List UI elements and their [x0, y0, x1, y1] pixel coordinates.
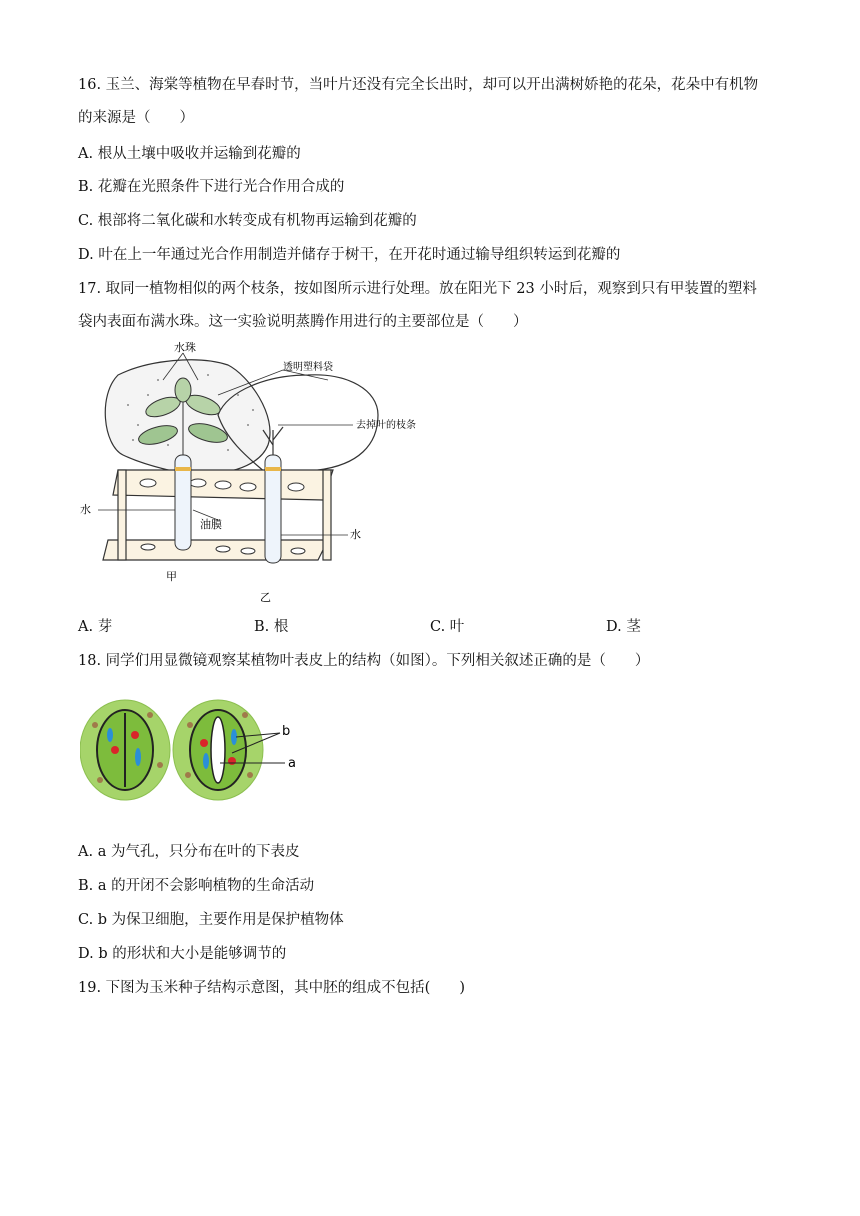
- q17-stem-line1: 17. 取同一植物相似的两个枝条，按如图所示进行处理。放在阳光下 23 小时后，观察到只有甲装置的塑料: [78, 281, 757, 297]
- label-a: a: [288, 756, 296, 771]
- q17-stem-line2: 袋内表面布满水珠。这一实验说明蒸腾作用进行的主要部位是（ ）: [78, 314, 528, 330]
- q18-option-a: A. a 为气孔，只分布在叶的下表皮: [78, 844, 300, 860]
- q17-option-c: C. 叶: [430, 619, 465, 635]
- q17-option-d: D. 茎: [606, 619, 641, 635]
- q18-stem: 18. 同学们用显微镜观察某植物叶表皮上的结构（如图）。下列相关叙述正确的是（ ）: [78, 653, 650, 669]
- q17-option-b: B. 根: [254, 619, 289, 635]
- q16-option-a: A. 根从土壤中吸收并运输到花瓣的: [78, 146, 301, 162]
- label-plastic-bag: 透明塑料袋: [283, 362, 333, 373]
- q16-stem-line1: 16. 玉兰、海棠等植物在早春时节，当叶片还没有完全长出时，却可以开出满树娇艳的花朵，花朵中有机物: [78, 77, 759, 93]
- q19-stem: 19. 下图为玉米种子结构示意图，其中胚的组成不包括( ): [78, 980, 465, 996]
- label-oil-film: 油膜: [200, 518, 222, 531]
- label-yi: 乙: [260, 591, 271, 604]
- q18-option-d: D. b 的形状和大小是能够调节的: [78, 946, 287, 962]
- stoma-open: [173, 700, 263, 800]
- transpiration-experiment-figure: [78, 335, 448, 605]
- label-water-right: 水: [350, 528, 361, 541]
- q16-stem-line2: 的来源是（ ）: [78, 110, 194, 126]
- stomata-figure: [80, 695, 320, 805]
- label-water-drops: 水珠: [174, 341, 196, 354]
- label-water-left: 水: [80, 503, 91, 516]
- label-leafless-branch: 去掉叶的枝条: [356, 420, 416, 431]
- q18-option-b: B. a 的开闭不会影响植物的生命活动: [78, 878, 315, 894]
- label-b: b: [282, 724, 291, 739]
- q17-option-a: A. 芽: [78, 619, 113, 635]
- q16-option-b: B. 花瓣在光照条件下进行光合作用合成的: [78, 179, 345, 195]
- label-jia: 甲: [166, 570, 177, 583]
- q16-option-d: D. 叶在上一年通过光合作用制造并储存于树干，在开花时通过输导组织转运到花瓣的: [78, 247, 621, 263]
- q18-option-c: C. b 为保卫细胞，主要作用是保护植物体: [78, 912, 344, 928]
- q16-option-c: C. 根部将二氧化碳和水转变成有机物再运输到花瓣的: [78, 213, 417, 229]
- test-tube-yi: [265, 455, 281, 563]
- stoma-closed: [80, 700, 170, 800]
